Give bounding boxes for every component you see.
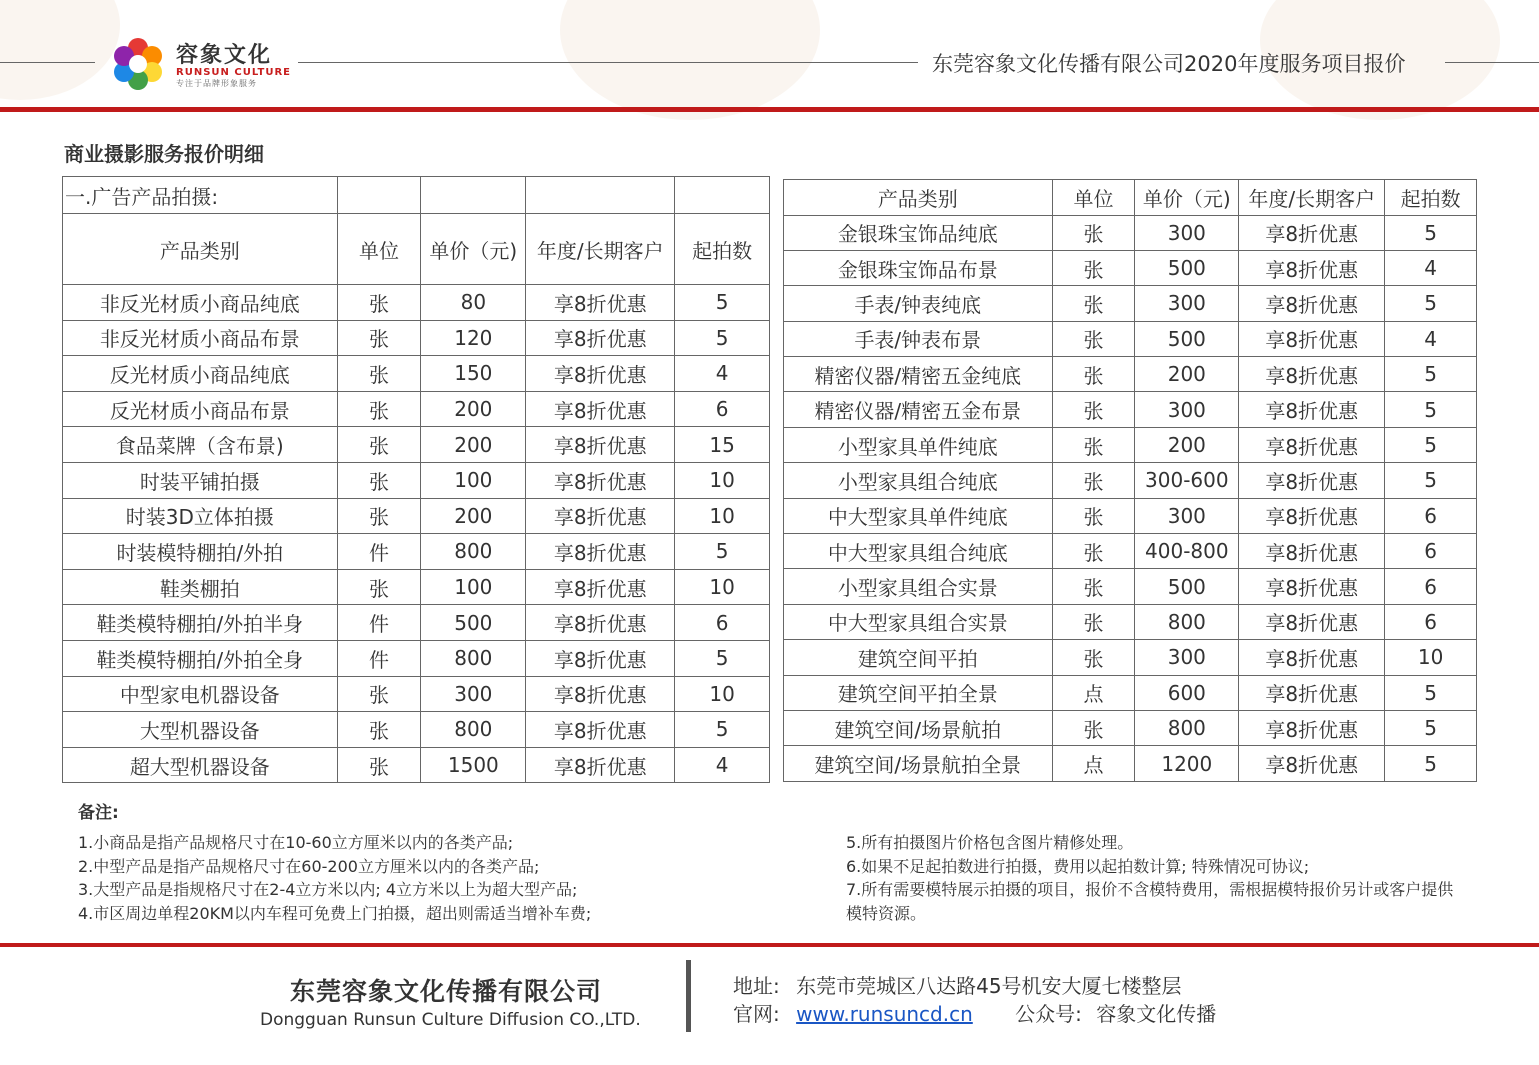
table-cell: 6 <box>1385 534 1477 569</box>
table-cell: 100 <box>421 569 526 605</box>
note-item: 5.所有拍摄图片价格包含图片精修处理。 <box>846 833 1134 852</box>
footer-company-en: Dongguan Runsun Culture Diffusion CO.,LTD. <box>260 1010 641 1030</box>
header-rule <box>0 62 95 63</box>
table-row <box>63 285 770 321</box>
brand-tagline: 专注于品牌形象服务 <box>176 79 257 88</box>
column-header: 起拍数 <box>675 214 770 285</box>
empty-cell <box>675 177 770 214</box>
table-cell: 非反光材质小商品布景 <box>63 320 338 356</box>
table-cell: 800 <box>421 712 526 748</box>
table-cell: 鞋类模特棚拍/外拍全身 <box>63 640 338 676</box>
table-cell: 精密仪器/精密五金纯底 <box>784 357 1053 392</box>
column-header: 年度/长期客户 <box>526 214 675 285</box>
table-cell: 时装3D立体拍摄 <box>63 498 338 534</box>
table-row <box>63 605 770 641</box>
table-cell: 300 <box>1135 498 1239 533</box>
table-cell: 张 <box>337 356 421 392</box>
table-cell: 张 <box>1052 463 1135 498</box>
background-ornament <box>0 0 120 100</box>
table-row <box>784 710 1477 745</box>
table-cell: 鞋类模特棚拍/外拍半身 <box>63 605 338 641</box>
website-label: 官网: <box>733 1002 780 1026</box>
table-cell: 享8折优惠 <box>1239 675 1385 710</box>
table-caption-row <box>63 177 770 214</box>
table-cell: 精密仪器/精密五金布景 <box>784 392 1053 427</box>
table-cell: 5 <box>1385 427 1477 462</box>
table-cell: 反光材质小商品布景 <box>63 391 338 427</box>
table-cell: 中型家电机器设备 <box>63 676 338 712</box>
table-cell: 500 <box>1135 569 1239 604</box>
table-cell: 享8折优惠 <box>526 391 675 427</box>
table-row <box>784 427 1477 462</box>
empty-cell <box>337 177 421 214</box>
table-cell: 享8折优惠 <box>1239 746 1385 781</box>
table-cell: 张 <box>1052 498 1135 533</box>
column-header: 起拍数 <box>1385 180 1477 216</box>
table-cell: 5 <box>1385 357 1477 392</box>
document-title: 东莞容象文化传播有限公司2020年度服务项目报价 <box>932 52 1406 76</box>
background-ornament <box>560 0 820 120</box>
column-header: 产品类别 <box>63 214 338 285</box>
column-header: 单价（元) <box>421 214 526 285</box>
table-cell: 200 <box>1135 427 1239 462</box>
price-table-products <box>783 179 1477 782</box>
table-row <box>784 357 1477 392</box>
table-cell: 5 <box>1385 675 1477 710</box>
section-title: 商业摄影服务报价明细 <box>64 142 264 166</box>
table-row <box>784 321 1477 356</box>
table-cell: 点 <box>1052 675 1135 710</box>
table-cell: 建筑空间平拍 <box>784 640 1053 675</box>
wechat-name: 容象文化传播 <box>1096 1002 1217 1026</box>
table-cell: 享8折优惠 <box>526 676 675 712</box>
table-cell: 享8折优惠 <box>526 712 675 748</box>
table-cell: 800 <box>421 640 526 676</box>
table-row <box>784 675 1477 710</box>
table-cell: 张 <box>337 712 421 748</box>
table-cell: 张 <box>1052 640 1135 675</box>
table-cell: 张 <box>337 427 421 463</box>
table-cell: 件 <box>337 605 421 641</box>
table-row <box>784 215 1477 250</box>
note-item: 2.中型产品是指产品规格尺寸在60-200立方厘米以内的各类产品; <box>78 856 540 876</box>
table-cell: 大型机器设备 <box>63 712 338 748</box>
table-cell: 800 <box>421 534 526 570</box>
table-cell: 张 <box>1052 286 1135 321</box>
table-cell: 张 <box>1052 569 1135 604</box>
table-cell: 享8折优惠 <box>526 640 675 676</box>
table-cell: 100 <box>421 462 526 498</box>
table-cell: 享8折优惠 <box>1239 392 1385 427</box>
table-cell: 15 <box>675 427 770 463</box>
table-cell: 小型家具组合纯底 <box>784 463 1053 498</box>
price-table-advertising <box>62 176 770 783</box>
table-cell: 享8折优惠 <box>1239 604 1385 639</box>
table-cell: 5 <box>675 285 770 321</box>
table-cell: 300-600 <box>1135 463 1239 498</box>
table-row <box>784 534 1477 569</box>
table-cell: 6 <box>1385 569 1477 604</box>
table-row <box>63 427 770 463</box>
table-cell: 时装平铺拍摄 <box>63 462 338 498</box>
table-cell: 200 <box>1135 357 1239 392</box>
notes-left-column <box>78 831 778 925</box>
table-cell: 800 <box>1135 604 1239 639</box>
table-cell: 张 <box>337 747 421 783</box>
table-cell: 非反光材质小商品纯底 <box>63 285 338 321</box>
table-cell: 享8折优惠 <box>1239 534 1385 569</box>
table-row <box>784 604 1477 639</box>
table-row <box>63 747 770 783</box>
footer-address <box>733 970 1182 999</box>
brand-name-en: RUNSUN CULTURE <box>176 67 292 78</box>
wechat-label: 公众号: <box>1015 1002 1082 1026</box>
table-cell: 4 <box>1385 250 1477 285</box>
table-row <box>784 640 1477 675</box>
table-cell: 6 <box>675 391 770 427</box>
table-cell: 5 <box>1385 392 1477 427</box>
table-cell: 享8折优惠 <box>526 747 675 783</box>
table-cell: 150 <box>421 356 526 392</box>
table-row <box>63 676 770 712</box>
note-item: 3.大型产品是指规格尺寸在2-4立方米以内; 4立方米以上为超大型产品; <box>78 880 578 899</box>
table-row <box>784 746 1477 781</box>
table-cell: 点 <box>1052 746 1135 781</box>
table-cell: 享8折优惠 <box>526 356 675 392</box>
table-cell: 张 <box>1052 215 1135 250</box>
table-header-row <box>63 214 770 285</box>
table-row <box>63 391 770 427</box>
table-cell: 10 <box>675 676 770 712</box>
table-cell: 享8折优惠 <box>526 427 675 463</box>
table-cell: 张 <box>337 676 421 712</box>
empty-cell <box>421 177 526 214</box>
brand-logo-icon <box>110 36 166 92</box>
footer-red-bar <box>0 943 1539 947</box>
table-cell: 享8折优惠 <box>1239 357 1385 392</box>
table-cell: 200 <box>421 391 526 427</box>
table-cell: 享8折优惠 <box>526 285 675 321</box>
table-cell: 享8折优惠 <box>526 462 675 498</box>
footer-contact <box>733 998 1216 1027</box>
table-cell: 享8折优惠 <box>526 534 675 570</box>
table-cell: 300 <box>1135 286 1239 321</box>
note-item: 4.市区周边单程20KM以内车程可免费上门拍摄，超出则需适当增补车费; <box>78 903 592 923</box>
table-cell: 享8折优惠 <box>1239 215 1385 250</box>
column-header: 单位 <box>1052 180 1135 216</box>
column-header: 产品类别 <box>784 180 1053 216</box>
table-cell: 张 <box>1052 710 1135 745</box>
header-rule <box>1445 62 1539 63</box>
table-cell: 4 <box>1385 321 1477 356</box>
footer-company-cn: 东莞容象文化传播有限公司 <box>290 977 603 1006</box>
table-cell: 1500 <box>421 747 526 783</box>
address-text: 东莞市莞城区八达路45号机安大厦七楼整层 <box>796 974 1182 998</box>
table-cell: 享8折优惠 <box>526 320 675 356</box>
table-row <box>784 463 1477 498</box>
table-row <box>784 392 1477 427</box>
table-row <box>63 712 770 748</box>
table-cell: 6 <box>675 605 770 641</box>
table-cell: 300 <box>1135 640 1239 675</box>
table-row <box>63 356 770 392</box>
table-cell: 手表/钟表纯底 <box>784 286 1053 321</box>
column-header: 年度/长期客户 <box>1239 180 1385 216</box>
notes-right-column <box>846 831 1466 925</box>
table-cell: 500 <box>421 605 526 641</box>
table-cell: 享8折优惠 <box>526 605 675 641</box>
brand-wordmark <box>176 38 291 89</box>
table-cell: 享8折优惠 <box>1239 427 1385 462</box>
table-cell: 享8折优惠 <box>1239 250 1385 285</box>
table-row <box>63 640 770 676</box>
table-cell: 张 <box>1052 357 1135 392</box>
table-cell: 200 <box>421 427 526 463</box>
table-cell: 800 <box>1135 710 1239 745</box>
table-cell: 享8折优惠 <box>1239 463 1385 498</box>
table-cell: 6 <box>1385 604 1477 639</box>
table-cell: 600 <box>1135 675 1239 710</box>
table-cell: 件 <box>337 534 421 570</box>
table-cell: 享8折优惠 <box>526 498 675 534</box>
table-cell: 80 <box>421 285 526 321</box>
table-cell: 金银珠宝饰品布景 <box>784 250 1053 285</box>
table-cell: 张 <box>337 320 421 356</box>
table-cell: 5 <box>1385 215 1477 250</box>
table-cell: 5 <box>1385 463 1477 498</box>
header-rule <box>298 62 918 63</box>
table-caption: 一.广告产品拍摄: <box>63 177 338 214</box>
table-cell: 200 <box>421 498 526 534</box>
table-cell: 300 <box>1135 215 1239 250</box>
table-cell: 小型家具单件纯底 <box>784 427 1053 462</box>
table-cell: 中大型家具组合纯底 <box>784 534 1053 569</box>
table-cell: 10 <box>675 569 770 605</box>
table-cell: 建筑空间/场景航拍 <box>784 710 1053 745</box>
table-cell: 建筑空间平拍全景 <box>784 675 1053 710</box>
table-cell: 10 <box>675 462 770 498</box>
table-cell: 4 <box>675 747 770 783</box>
table-cell: 张 <box>337 285 421 321</box>
table-cell: 张 <box>1052 604 1135 639</box>
table-cell: 享8折优惠 <box>1239 710 1385 745</box>
table-cell: 张 <box>337 569 421 605</box>
table-row <box>784 569 1477 604</box>
table-cell: 享8折优惠 <box>1239 569 1385 604</box>
table-cell: 120 <box>421 320 526 356</box>
table-cell: 享8折优惠 <box>1239 321 1385 356</box>
table-cell: 5 <box>1385 286 1477 321</box>
table-row <box>63 498 770 534</box>
table-cell: 5 <box>1385 746 1477 781</box>
table-cell: 金银珠宝饰品纯底 <box>784 215 1053 250</box>
table-row <box>63 569 770 605</box>
table-cell: 中大型家具单件纯底 <box>784 498 1053 533</box>
table-row <box>784 286 1477 321</box>
website-link[interactable]: www.runsuncd.cn <box>796 1002 973 1026</box>
table-cell: 超大型机器设备 <box>63 747 338 783</box>
table-cell: 10 <box>675 498 770 534</box>
table-cell: 5 <box>675 712 770 748</box>
table-header-row <box>784 180 1477 216</box>
table-cell: 4 <box>675 356 770 392</box>
table-cell: 张 <box>337 462 421 498</box>
table-cell: 1200 <box>1135 746 1239 781</box>
table-cell: 张 <box>1052 250 1135 285</box>
note-item: 7.所有需要模特展示拍摄的项目，报价不含模特费用，需根据模特报价另计或客户提供模特资源。 <box>846 880 1454 923</box>
table-cell: 张 <box>337 498 421 534</box>
table-cell: 张 <box>337 391 421 427</box>
table-row <box>63 462 770 498</box>
empty-cell <box>526 177 675 214</box>
notes-title: 备注: <box>78 803 119 823</box>
table-cell: 手表/钟表布景 <box>784 321 1053 356</box>
table-row <box>63 320 770 356</box>
column-header: 单价（元) <box>1135 180 1239 216</box>
table-cell: 小型家具组合实景 <box>784 569 1053 604</box>
table-cell: 400-800 <box>1135 534 1239 569</box>
table-cell: 张 <box>1052 321 1135 356</box>
table-row <box>784 498 1477 533</box>
table-cell: 建筑空间/场景航拍全景 <box>784 746 1053 781</box>
table-cell: 中大型家具组合实景 <box>784 604 1053 639</box>
table-cell: 张 <box>1052 392 1135 427</box>
table-cell: 鞋类棚拍 <box>63 569 338 605</box>
header-red-bar <box>0 107 1539 112</box>
table-cell: 张 <box>1052 534 1135 569</box>
table-cell: 6 <box>1385 498 1477 533</box>
note-item: 6.如果不足起拍数进行拍摄，费用以起拍数计算; 特殊情况可协议; <box>846 856 1310 876</box>
table-cell: 5 <box>1385 710 1477 745</box>
table-cell: 时装模特棚拍/外拍 <box>63 534 338 570</box>
table-cell: 享8折优惠 <box>1239 286 1385 321</box>
table-cell: 享8折优惠 <box>1239 640 1385 675</box>
column-header: 单位 <box>337 214 421 285</box>
table-row <box>63 534 770 570</box>
table-cell: 300 <box>1135 392 1239 427</box>
table-cell: 反光材质小商品纯底 <box>63 356 338 392</box>
footer-separator <box>686 960 691 1032</box>
table-cell: 500 <box>1135 250 1239 285</box>
note-item: 1.小商品是指产品规格尺寸在10-60立方厘米以内的各类产品; <box>78 833 514 852</box>
table-cell: 5 <box>675 534 770 570</box>
table-cell: 食品菜牌（含布景) <box>63 427 338 463</box>
table-cell: 10 <box>1385 640 1477 675</box>
table-row <box>784 250 1477 285</box>
table-cell: 300 <box>421 676 526 712</box>
address-label: 地址: <box>733 974 780 998</box>
table-cell: 张 <box>1052 427 1135 462</box>
table-cell: 5 <box>675 640 770 676</box>
table-cell: 件 <box>337 640 421 676</box>
table-cell: 500 <box>1135 321 1239 356</box>
table-cell: 享8折优惠 <box>1239 498 1385 533</box>
brand-name-cn: 容象文化 <box>176 43 273 68</box>
table-cell: 享8折优惠 <box>526 569 675 605</box>
table-cell: 5 <box>675 320 770 356</box>
